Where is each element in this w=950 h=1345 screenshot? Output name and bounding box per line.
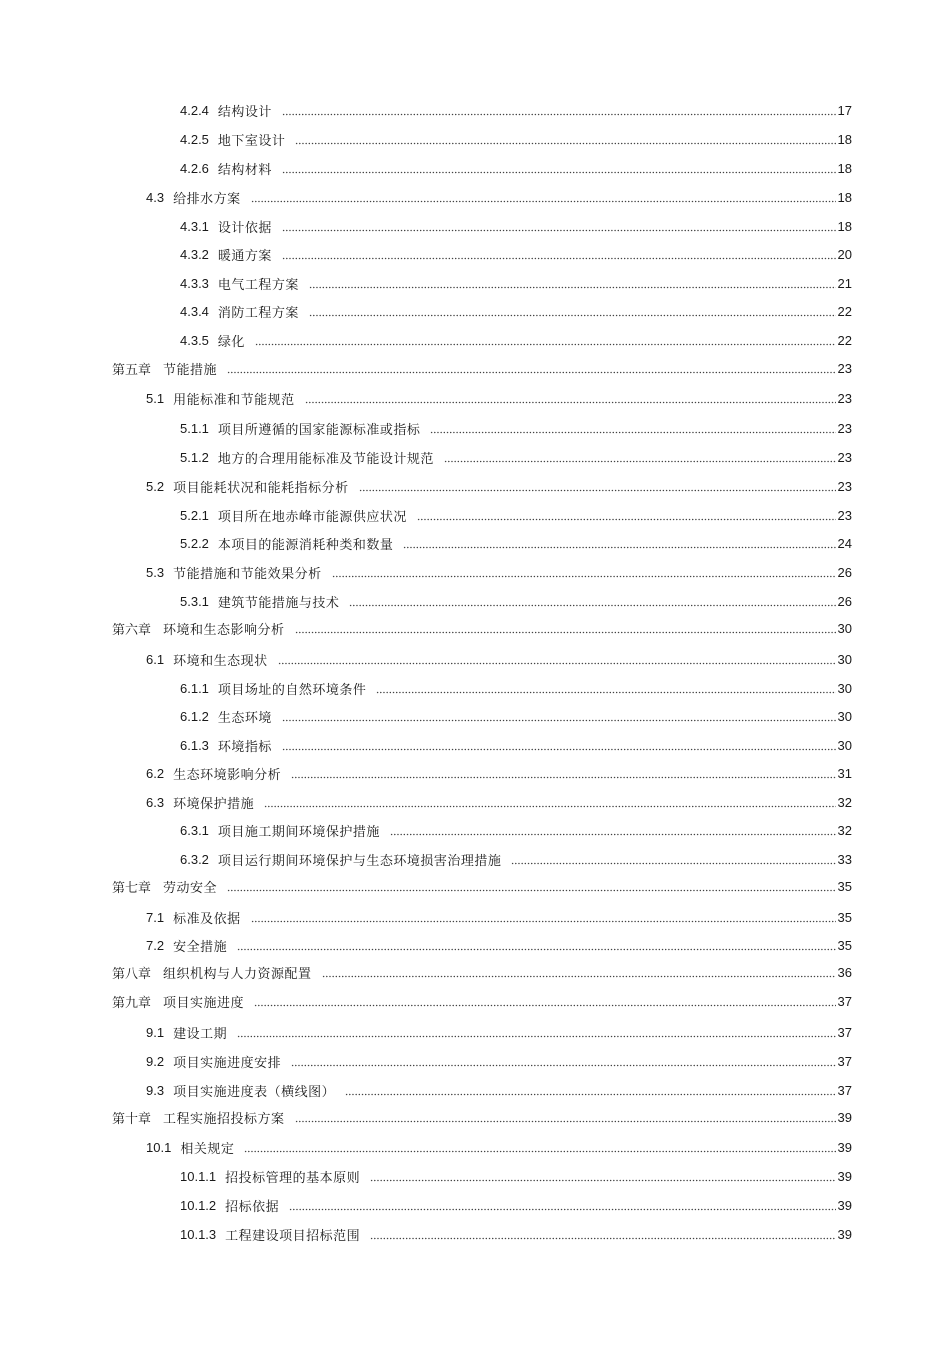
toc-entry-page: 23 [837,390,852,406]
toc-entry[interactable] [180,129,852,149]
toc-entry-number: 9.1 [146,1024,165,1040]
toc-entry-number: 6.1.2 [180,708,209,724]
toc-entry-page: 18 [837,189,852,205]
toc-entry-title: 用能标准和节能规范 [173,392,295,408]
toc-entry-title: 给排水方案 [173,191,241,207]
toc-entry[interactable] [146,907,852,927]
toc-entry[interactable] [146,1080,852,1100]
dot-leader [295,129,835,149]
dot-leader [417,505,836,525]
dot-leader [444,447,836,467]
toc-entry[interactable] [180,244,852,264]
toc-entry[interactable] [180,273,852,293]
toc-entry-page: 23 [837,420,852,436]
dot-leader [345,1080,835,1100]
toc-entry-page: 30 [837,708,852,724]
dot-leader [264,792,835,812]
toc-entry[interactable] [146,388,852,408]
toc-entry[interactable] [146,935,852,955]
toc-entry[interactable] [112,876,852,896]
toc-entry-number: 第五章 [112,361,152,377]
toc-entry-page: 18 [837,131,852,147]
toc-entry-number: 4.2.4 [180,102,209,118]
toc-entry-page: 23 [837,360,852,376]
toc-entry-number: 9.3 [146,1082,165,1098]
toc-entry-title: 工程实施招投标方案 [163,1111,285,1127]
toc-entry-title: 标准及依据 [173,911,241,927]
toc-entry-page: 20 [837,246,852,262]
toc-entry[interactable] [180,735,852,755]
dot-leader [322,962,836,982]
toc-entry-title: 安全措施 [173,939,228,955]
toc-entry-number: 第八章 [112,965,152,981]
dot-leader [305,388,836,408]
toc-entry[interactable] [180,533,852,553]
toc-entry[interactable] [180,216,852,236]
dot-leader [282,735,836,755]
toc-entry-title: 地下室设计 [217,133,286,149]
toc-entry-title: 环境保护措施 [173,796,255,812]
dot-leader [282,244,836,264]
toc-entry-number: 4.3.4 [180,303,209,319]
toc-entry-title: 消防工程方案 [217,305,299,321]
toc-entry-page: 30 [837,680,852,696]
toc-entry-title: 地方的合理用能标准及节能设计规范 [217,451,434,467]
toc-entry-page: 23 [837,507,852,523]
toc-entry-title: 建设工期 [173,1026,228,1042]
toc-entry-number: 5.2.1 [180,507,209,523]
toc-entry-number: 4.3.1 [180,218,209,234]
toc-entry-page: 37 [837,993,852,1009]
toc-entry-page: 31 [837,765,852,781]
toc-entry-page: 26 [837,564,852,580]
dot-leader [227,358,836,378]
toc-entry-title: 环境和生态影响分析 [163,622,285,638]
toc-entry[interactable] [146,763,852,783]
toc-entry[interactable] [180,330,852,350]
toc-entry-number: 第七章 [112,879,152,895]
toc-entry-number: 第六章 [112,621,152,637]
toc-entry-page: 24 [837,535,852,551]
dot-leader [370,1224,835,1244]
toc-entry-page: 35 [837,909,852,925]
toc-entry-page: 18 [837,160,852,176]
toc-entry[interactable] [146,562,852,582]
toc-entry[interactable] [180,418,852,438]
toc-entry-title: 本项目的能源消耗种类和数量 [217,537,394,553]
toc-entry-number: 4.3.3 [180,275,209,291]
toc-entry-title: 劳动安全 [163,880,218,896]
dot-leader [254,991,836,1011]
toc-entry[interactable] [112,358,852,378]
toc-entry[interactable] [180,158,852,178]
toc-entry[interactable] [112,962,852,982]
toc-entry[interactable] [180,591,852,611]
toc-entry-title: 项目施工期间环境保护措施 [217,824,380,840]
toc-entry-page: 18 [837,218,852,234]
toc-entry-number: 第十章 [112,1110,152,1126]
toc-entry[interactable] [146,1022,852,1042]
toc-entry-number: 7.2 [146,937,165,953]
dot-leader [359,476,836,496]
toc-entry[interactable] [146,1137,852,1157]
toc-entry-page: 35 [837,937,852,953]
dot-leader [282,100,836,120]
toc-entry-page: 39 [837,1197,852,1213]
toc-entry-number: 6.1 [146,651,165,667]
toc-entry[interactable] [146,649,852,669]
dot-leader [244,1137,835,1157]
toc-entry[interactable] [180,849,852,869]
toc-entry-number: 6.1.1 [180,680,209,696]
toc-entry-number: 6.3 [146,794,165,810]
dot-leader [309,273,836,293]
toc-entry-page: 39 [837,1139,852,1155]
toc-entry-number: 5.2.2 [180,535,209,551]
toc-entry-number: 5.2 [146,478,165,494]
toc-entry[interactable] [112,991,852,1011]
dot-leader [295,1107,836,1127]
toc-entry[interactable] [180,820,852,840]
toc-entry-page: 23 [837,478,852,494]
dot-leader [430,418,835,438]
toc-entry-number: 7.1 [146,909,165,925]
toc-entry-page: 26 [837,593,852,609]
toc-entry-page: 22 [837,303,852,319]
toc-entry[interactable] [180,678,852,698]
toc-entry-page: 30 [837,620,852,636]
toc-entry-number: 第九章 [112,994,152,1010]
toc-entry-title: 环境指标 [217,739,272,755]
toc-entry-page: 30 [837,651,852,667]
dot-leader [237,935,835,955]
toc-entry-title: 项目能耗状况和能耗指标分析 [173,480,349,496]
toc-entry-page: 39 [837,1226,852,1242]
toc-entry-title: 工程建设项目招标范围 [225,1228,361,1244]
toc-entry-page: 33 [837,851,852,867]
toc-entry-title: 结构设计 [217,104,272,120]
toc-entry-number: 5.3.1 [180,593,209,609]
dot-leader [309,301,836,321]
toc-entry-page: 32 [837,822,852,838]
toc-entry-title: 项目所遵循的国家能源标准或指标 [217,422,421,438]
toc-entry-number: 9.2 [146,1053,165,1069]
toc-entry-title: 节能措施 [163,362,218,378]
dot-leader [349,591,835,611]
toc-entry-number: 6.3.1 [180,822,209,838]
toc-entry-number: 10.1.2 [180,1197,217,1213]
toc-entry-page: 21 [837,275,852,291]
dot-leader [370,1166,835,1186]
toc-entry-title: 项目实施进度安排 [173,1055,282,1071]
toc-entry-page: 37 [837,1024,852,1040]
toc-entry-title: 项目场址的自然环境条件 [217,682,367,698]
toc-entry-number: 10.1.3 [180,1226,217,1242]
toc-entry-title: 项目实施进度表（横线图） [173,1084,336,1100]
dot-leader [291,1051,835,1071]
dot-leader [390,820,836,840]
toc-entry[interactable] [112,618,852,638]
dot-leader [289,1195,835,1215]
toc-entry[interactable] [180,100,852,120]
toc-entry[interactable] [180,1166,852,1186]
toc-entry-page: 39 [837,1168,852,1184]
toc-entry-title: 暖通方案 [217,248,272,264]
toc-entry-title: 绿化 [217,334,245,350]
toc-entry-title: 项目运行期间环境保护与生态环境损害治理措施 [217,853,502,869]
toc-entry[interactable] [146,792,852,812]
toc-entry-number: 5.1.2 [180,449,209,465]
dot-leader [282,216,836,236]
dot-leader [278,649,836,669]
toc-entry-page: 36 [837,964,852,980]
toc-entry-title: 相关规定 [180,1141,235,1157]
toc-entry-title: 建筑节能措施与技术 [217,595,340,611]
toc-entry-page: 39 [837,1109,852,1125]
toc-entry-title: 招投标管理的基本原则 [225,1170,361,1186]
dot-leader [282,158,836,178]
toc-entry[interactable] [112,1107,852,1127]
toc-entry[interactable] [180,447,852,467]
toc-entry-title: 结构材料 [217,162,272,178]
toc-entry-page: 23 [837,449,852,465]
dot-leader [376,678,835,698]
toc-entry-title: 环境和生态现状 [173,653,268,669]
toc-entry-title: 节能措施和节能效果分析 [173,566,322,582]
toc-entry[interactable] [146,1051,852,1071]
toc-entry-number: 5.1.1 [180,420,209,436]
dot-leader [332,562,836,582]
toc-entry-title: 电气工程方案 [217,277,299,293]
dot-leader [251,187,836,207]
toc-entry[interactable] [180,1195,852,1215]
dot-leader [291,763,835,783]
dot-leader [295,618,836,638]
toc-entry-number: 5.1 [146,390,165,406]
toc-entry-page: 30 [837,737,852,753]
dot-leader [282,706,836,726]
toc-entry-number: 6.1.3 [180,737,209,753]
toc-entry-number: 5.3 [146,564,165,580]
toc-entry-page: 35 [837,878,852,894]
toc-entry-title: 设计依据 [217,220,272,236]
toc-entry-title: 项目实施进度 [163,995,245,1011]
dot-leader [251,907,836,927]
dot-leader [255,330,836,350]
toc-entry[interactable] [180,706,852,726]
toc-entry-title: 组织机构与人力资源配置 [163,966,312,982]
toc-entry-title: 生态环境影响分析 [173,767,282,783]
toc-entry-page: 32 [837,794,852,810]
toc-entry-number: 4.3 [146,189,165,205]
toc-entry[interactable] [180,1224,852,1244]
dot-leader [227,876,836,896]
toc-entry[interactable] [180,301,852,321]
toc-entry-title: 招标依据 [225,1199,280,1215]
toc-entry[interactable] [180,505,852,525]
toc-entry-number: 6.2 [146,765,165,781]
toc-entry-number: 4.3.2 [180,246,209,262]
dot-leader [403,533,835,553]
dot-leader [237,1022,835,1042]
toc-entry-number: 6.3.2 [180,851,209,867]
dot-leader [511,849,835,869]
toc-entry-page: 22 [837,332,852,348]
toc-entry[interactable] [146,476,852,496]
toc-entry-number: 4.2.5 [180,131,209,147]
toc-entry-number: 4.3.5 [180,332,209,348]
toc-entry-number: 4.2.6 [180,160,209,176]
toc-entry-page: 37 [837,1053,852,1069]
toc-entry-page: 37 [837,1082,852,1098]
toc-entry-page: 17 [837,102,852,118]
toc-entry-number: 10.1 [146,1139,172,1155]
toc-entry[interactable] [146,187,852,207]
toc-entry-title: 生态环境 [217,710,272,726]
toc-entry-number: 10.1.1 [180,1168,217,1184]
toc-entry-title: 项目所在地赤峰市能源供应状况 [217,509,407,525]
